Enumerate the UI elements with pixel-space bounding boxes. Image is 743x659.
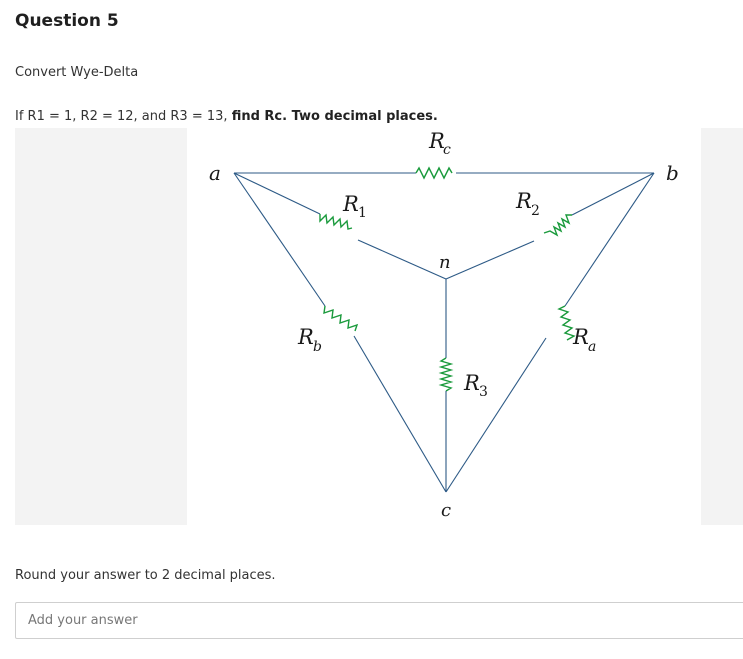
svg-text:c: c	[443, 142, 451, 158]
prompt-text: If R1 = 1, R2 = 12, and R3 = 13,	[15, 109, 228, 124]
question-title: Question 5	[15, 11, 119, 31]
answer-input[interactable]	[15, 602, 743, 639]
svg-text:a: a	[588, 339, 597, 355]
label-rc	[428, 129, 451, 158]
wire-b-r2	[572, 173, 654, 215]
svg-text:R: R	[516, 189, 532, 213]
svg-text:b: b	[313, 339, 322, 355]
prompt-emphasis: find Rc. Two decimal places.	[231, 109, 438, 124]
node-label-a: a	[209, 161, 221, 185]
svg-text:R: R	[298, 325, 314, 349]
wire-a-r1	[234, 173, 320, 214]
node-label-c: c	[441, 500, 452, 521]
wire-r2-n	[446, 241, 534, 279]
wye-delta-circuit-diagram	[187, 128, 701, 525]
svg-text:1: 1	[358, 205, 367, 221]
question-prompt	[15, 109, 438, 124]
label-r1	[342, 192, 367, 221]
node-label-n: n	[439, 252, 451, 273]
label-ra	[572, 325, 596, 355]
label-r2	[515, 189, 540, 219]
svg-text:3: 3	[479, 384, 488, 400]
wire-rb-c	[354, 336, 446, 492]
svg-text:R: R	[429, 129, 445, 153]
figure-panel-right	[701, 128, 743, 525]
label-r3	[463, 371, 488, 400]
svg-text:2: 2	[531, 203, 540, 219]
label-rb	[297, 325, 322, 355]
round-instruction: Round your answer to 2 decimal places.	[15, 568, 276, 583]
resistor-r2	[544, 215, 572, 235]
resistor-rb	[324, 306, 357, 331]
resistor-ra	[559, 306, 574, 340]
wire-a-rb	[234, 173, 325, 306]
wire-ra-c	[446, 338, 546, 492]
svg-text:R: R	[343, 192, 359, 216]
question-subtitle: Convert Wye-Delta	[15, 65, 139, 80]
node-label-b: b	[666, 161, 679, 185]
svg-text:R: R	[464, 371, 480, 395]
wire-r1-n	[358, 240, 446, 279]
svg-text:R: R	[573, 325, 589, 349]
resistor-rc	[416, 168, 452, 178]
wire-b-ra	[565, 173, 654, 306]
resistor-r1	[320, 214, 352, 229]
resistor-r3	[441, 358, 451, 391]
figure-panel-left	[15, 128, 187, 525]
